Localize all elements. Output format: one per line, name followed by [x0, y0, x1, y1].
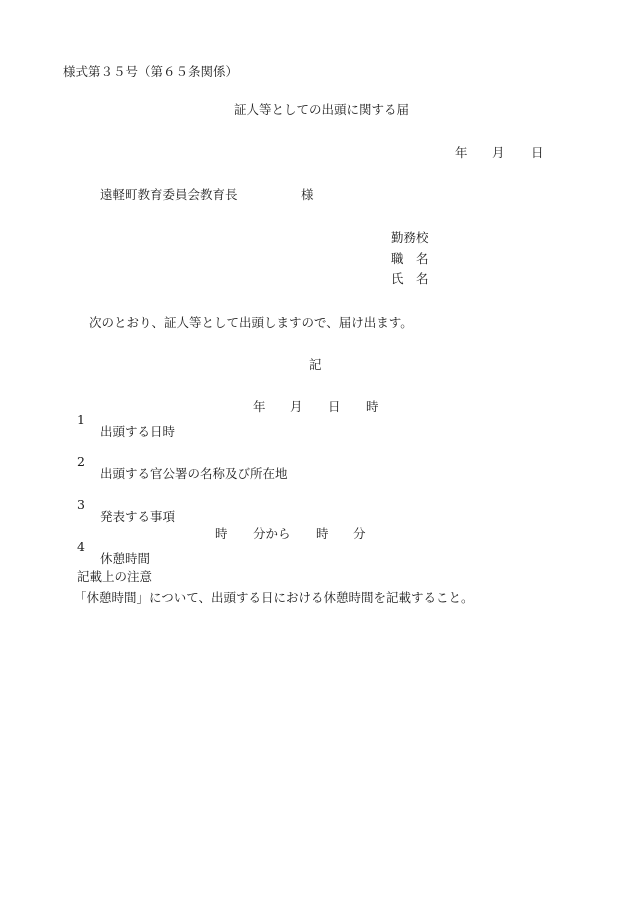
item4-minute-unit-2: 分	[353, 526, 366, 541]
item-number: 1	[77, 411, 85, 427]
date-month-unit: 月	[492, 145, 505, 160]
position-label-char-2: 名	[416, 251, 429, 266]
list-item	[0, 486, 630, 524]
item4-hour-unit-2: 時	[316, 526, 329, 541]
item1-month-unit: 月	[290, 399, 303, 414]
date-year-unit: 年	[455, 145, 468, 160]
item-number: 4	[77, 538, 85, 554]
item1-year-unit: 年	[253, 399, 266, 414]
name-label-char-1: 氏	[391, 271, 404, 286]
item1-hour-unit: 時	[366, 399, 379, 414]
addressee-honorific: 様	[301, 187, 314, 202]
document-title: 証人等としての出頭に関する届	[234, 102, 410, 117]
item-label: 出頭する日時	[100, 424, 176, 439]
notes-heading: 記載上の注意	[77, 569, 153, 584]
notes-text: 「休憩時間」について、出頭する日における休憩時間を記載すること。	[74, 590, 474, 605]
ki-heading: 記	[309, 357, 322, 372]
item-label: 出頭する官公署の名称及び所在地	[100, 466, 288, 481]
addressee-name: 遠軽町教育委員会教育長	[100, 187, 238, 202]
body-paragraph: 次のとおり、証人等として出頭しますので、届け出ます。	[89, 315, 413, 330]
form-number: 様式第３５号（第６５条関係）	[63, 64, 239, 79]
position-label	[391, 253, 429, 266]
item-label: 発表する事項	[100, 509, 176, 524]
name-label	[391, 273, 429, 286]
list-item	[0, 401, 630, 439]
item4-hour-unit-1: 時	[215, 526, 228, 541]
item-label: 休憩時間	[100, 551, 151, 566]
list-item	[0, 443, 630, 481]
school-label: 勤務校	[391, 230, 429, 245]
item4-minute-from-unit: 分から	[253, 526, 291, 541]
name-label-char-2: 名	[416, 271, 429, 286]
item-number: 2	[77, 453, 85, 469]
position-label-char-1: 職	[391, 251, 404, 266]
item-number: 3	[77, 496, 85, 512]
list-item	[0, 528, 630, 566]
item1-day-unit: 日	[328, 399, 341, 414]
date-day-unit: 日	[531, 145, 544, 160]
